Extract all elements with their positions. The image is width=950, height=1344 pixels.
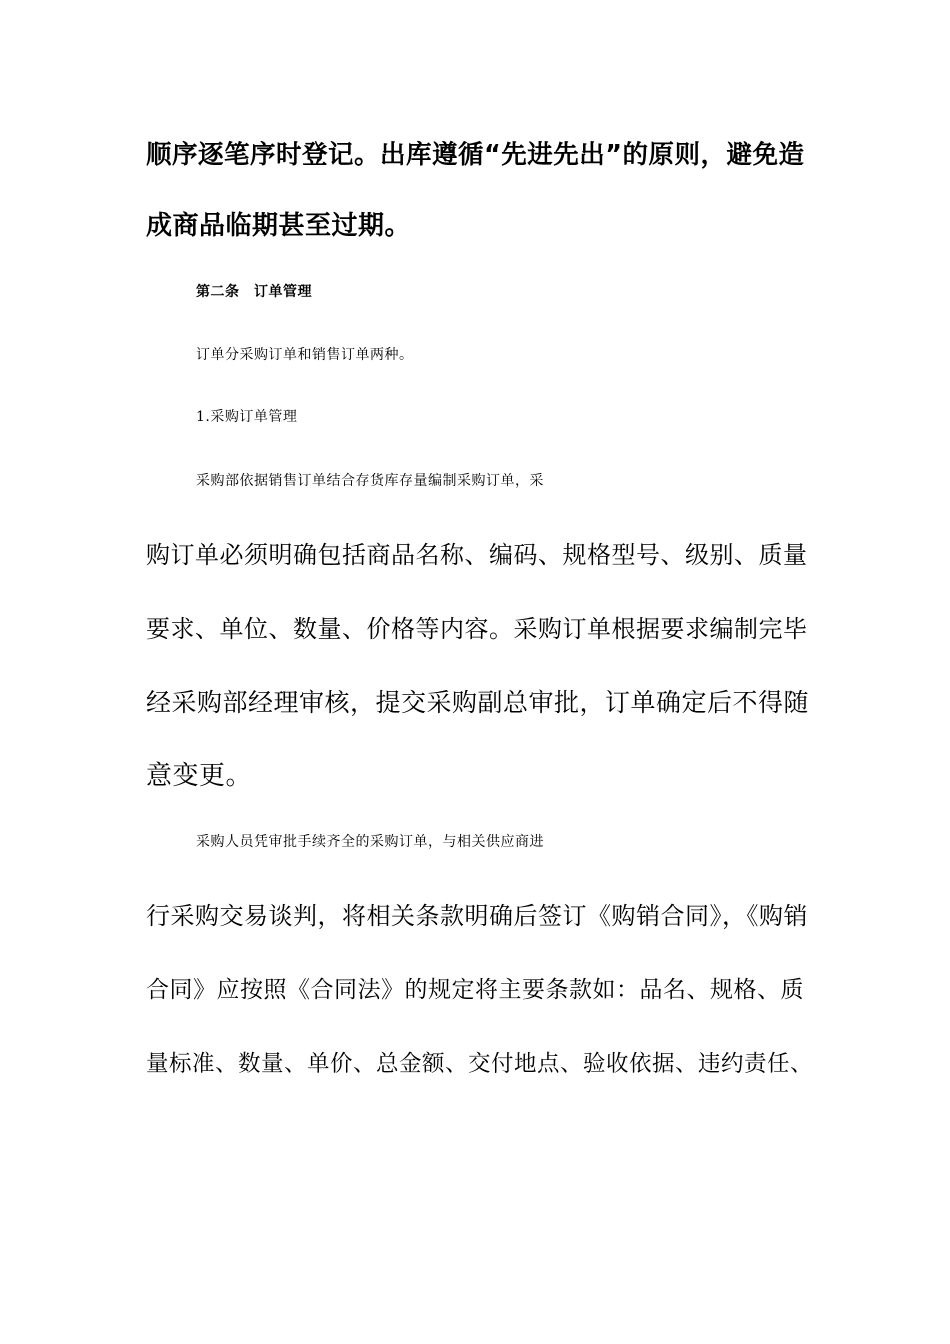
paragraph1-line-5: 意变更。: [146, 761, 253, 791]
paragraph1-line-2: 购订单必须明确包括商品名称、编码、规格型号、级别、质量: [146, 541, 808, 569]
continuation-line-2: 成商品临期甚至过期。: [146, 211, 412, 241]
paragraph2-line-2: 行采购交易谈判，将相关条款明确后签订《购销合同》，《购销: [146, 902, 808, 930]
article-heading: 第二条 订单管理: [196, 284, 312, 300]
paragraph2-line-4: 量标准、数量、单价、总金额、交付地点、验收依据、违约责任、: [146, 1051, 814, 1077]
continuation-line-1: 顺序逐笔序时登记。出库遵循“先进先出”的原则，避免造: [146, 140, 805, 170]
section-subheading: 1.采购订单管理: [196, 409, 298, 425]
paragraph1-line-4: 经采购部经理审核，提交采购副总审批，订单确定后不得随: [146, 688, 810, 717]
intro-text: 订单分采购订单和销售订单两种。: [196, 347, 414, 363]
paragraph2-line-3: 合同》应按照《合同法》的规定将主要条款如：品名、规格、质: [146, 977, 804, 1003]
paragraph1-line-1: 采购部依据销售订单结合存货库存量编制采购订单，采: [196, 473, 544, 489]
paragraph1-line-3: 要求、单位、数量、价格等内容。采购订单根据要求编制完毕: [146, 615, 808, 643]
paragraph2-line-1: 采购人员凭审批手续齐全的采购订单，与相关供应商进: [196, 834, 544, 850]
